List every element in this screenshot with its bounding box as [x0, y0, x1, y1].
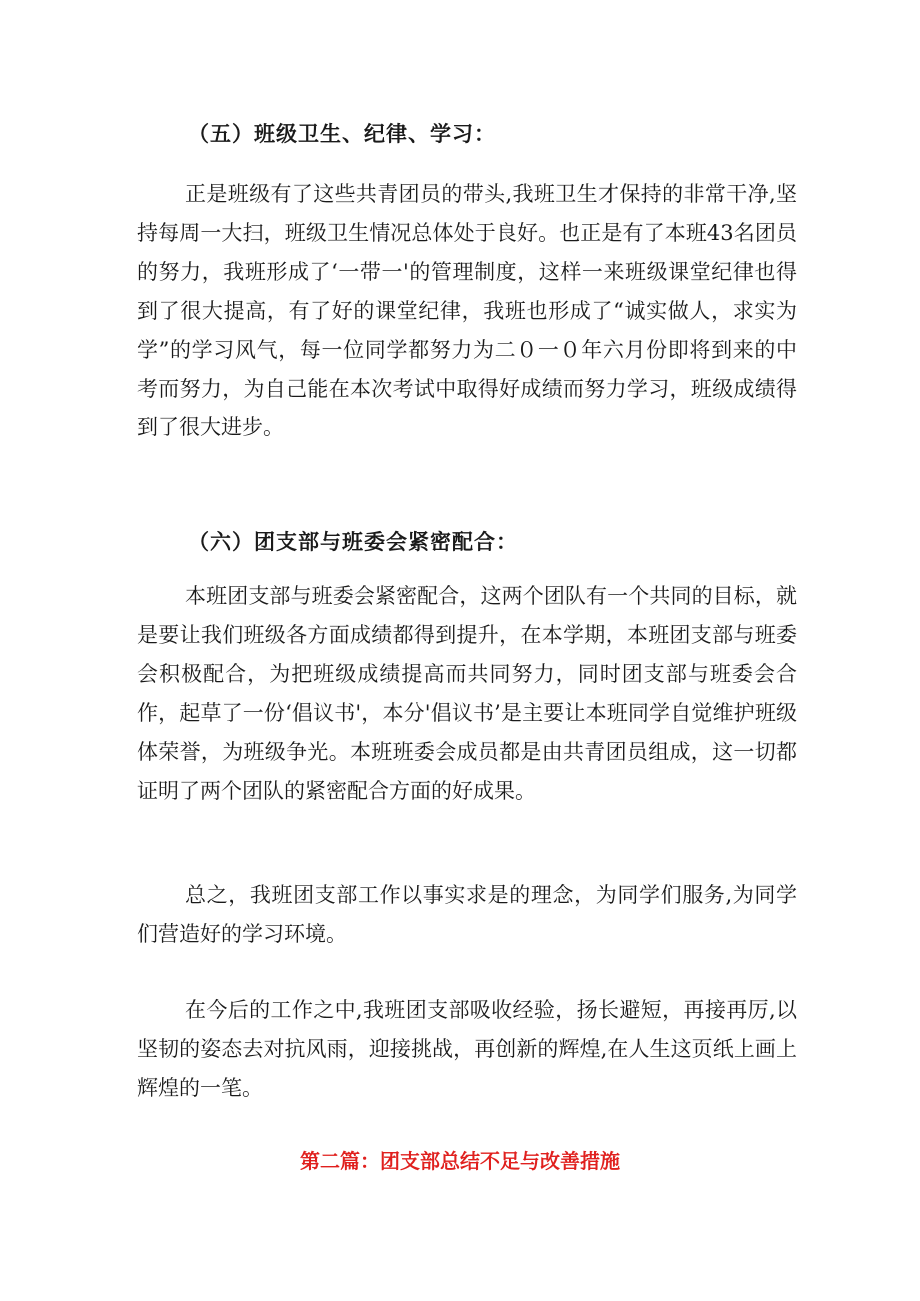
summary-paragraph: 总之，我班团支部工作以事实求是的理念，为同学们服务,为同学们营造好的学习环境。 — [137, 883, 797, 946]
section-heading-six: （六）团支部与班委会紧密配合： — [188, 529, 518, 554]
outlook-paragraph: 在今后的工作之中,我班团支部吸收经验，扬长避短，再接再厉,以坚韧的姿态去对抗风雨，迎接挑战，再创新的辉煌,在人生这页纸上画上辉煌的一笔。 — [137, 998, 797, 1100]
next-article-title: 第二篇：团支部总结不足与改善措施 — [300, 1149, 620, 1173]
section-paragraph-five: 正是班级有了这些共青团员的带头,我班卫生才保持的非常干净,坚持每周一大扫，班级卫生情况总体处于良好。也正是有了本班43名团员的努力，我班形成了‘一带一'的管理制度，这样一来班级课堂纪律也得到了很大提高，有了好的课堂纪律，我班也形成了“诚实做人，求实为学”的学习风气，每一位同学都努力为二０一０年六月份即将到来的中考而努力，为自己能在本次考试中取得好成绩而努力学习，班级成绩得到了很大进步。 — [137, 182, 797, 440]
section-heading-five: （五）班级卫生、纪律、学习： — [188, 121, 496, 146]
section-paragraph-six: 本班团支部与班委会紧密配合，这两个团队有一个共同的目标，就是要让我们班级各方面成绩都得到提升，在本学期，本班团支部与班委会积极配合，为把班级成绩提高而共同努力，同时团支部与班委会合作，起草了一份‘倡议书'，本分'倡议书’是主要让本班同学自觉维护班级体荣誉，为班级争光。本班班委会成员都是由共青团员组成，这一切都证明了两个团队的紧密配合方面的好成果。 — [137, 584, 797, 803]
